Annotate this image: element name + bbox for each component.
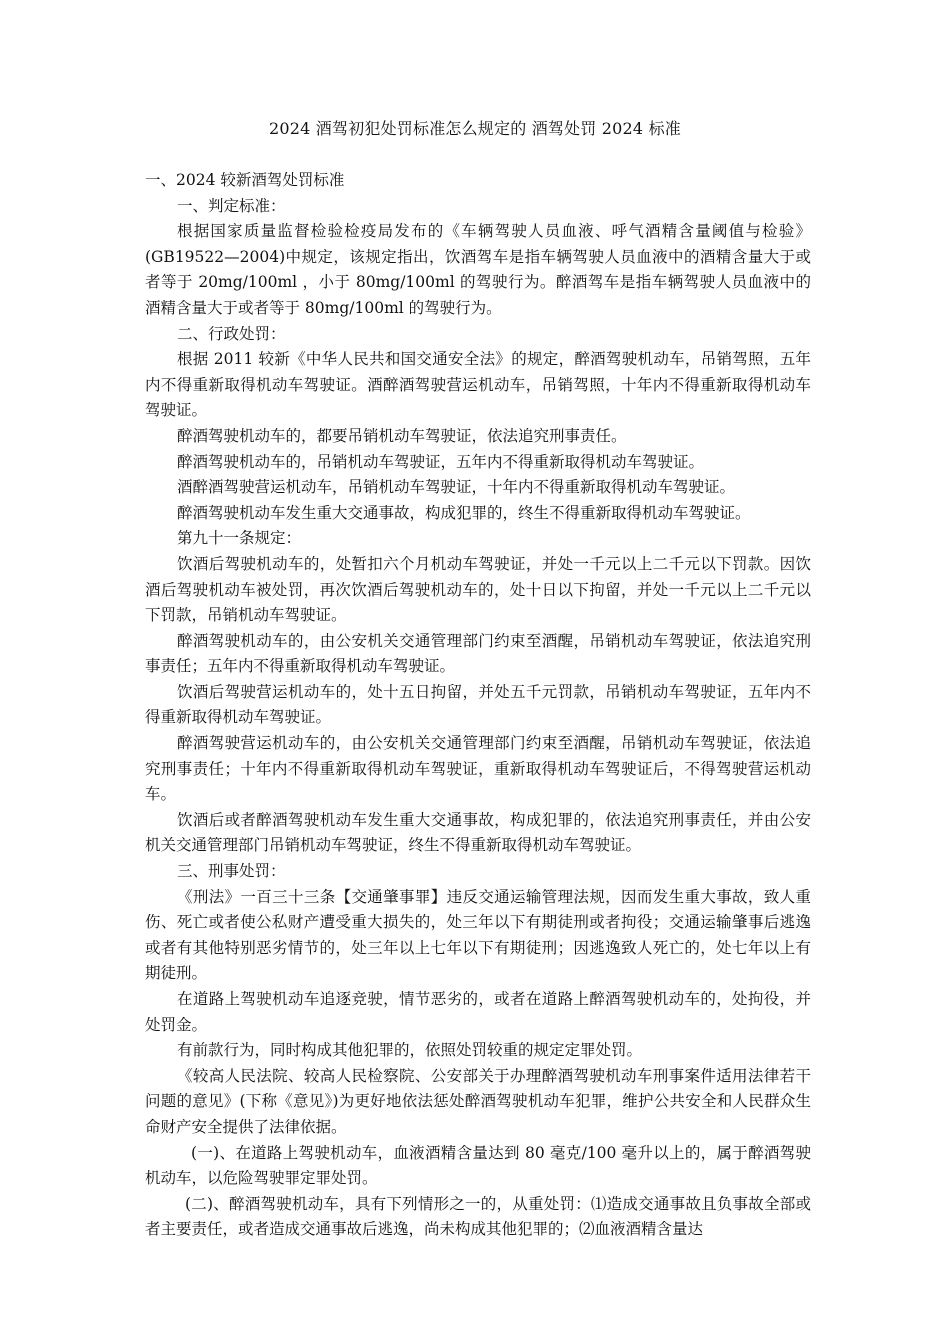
paragraph: (二)、醉酒驾驶机动车，具有下列情形之一的，从重处罚：⑴造成交通事故且负事故全部或者主要责任，或者造成交通事故后逃逸，尚未构成其他犯罪的；⑵血液酒精含量达	[145, 1194, 811, 1239]
paragraph: 一、判定标准：	[177, 196, 286, 215]
paragraph: 《较高人民法院、较高人民检察院、公安部关于办理醉酒驾驶机动车刑事案件适用法律若干问题的意见》(下称《意见》)为更好地依法惩处醉酒驾驶机动车犯罪，维护公共安全和人民群众生命财产安全提供了法律依据。	[145, 1066, 811, 1136]
paragraph: 《刑法》一百三十三条【交通肇事罪】违反交通运输管理法规，因而发生重大事故，致人重伤、死亡或者使公私财产遭受重大损失的，处三年以下有期徒刑或者拘役；交通运输肇事后逃逸或者有其他特别恶劣情节的，处三年以上七年以下有期徒刑；因逃逸致人死亡的，处七年以上有期徒刑。	[145, 887, 811, 983]
paragraph: 醉酒驾驶机动车的，都要吊销机动车驾驶证，依法追究刑事责任。	[177, 426, 627, 445]
document-title: 2024 酒驾初犯处罚标准怎么规定的 酒驾处罚 2024 标准	[269, 119, 681, 138]
paragraph: 酒醉酒驾驶营运机动车，吊销机动车驾驶证，十年内不得重新取得机动车驾驶证。	[177, 478, 736, 497]
paragraph: 醉酒驾驶机动车的，吊销机动车驾驶证，五年内不得重新取得机动车驾驶证。	[177, 452, 705, 471]
paragraph: 二、行政处罚：	[177, 324, 286, 343]
document-body	[145, 168, 811, 1243]
paragraph: 饮酒后或者醉酒驾驶机动车发生重大交通事故，构成犯罪的，依法追究刑事责任，并由公安机关交通管理部门吊销机动车驾驶证，终生不得重新取得机动车驾驶证。	[145, 810, 811, 855]
paragraph: 第九十一条规定：	[177, 529, 302, 548]
paragraph: 有前款行为，同时构成其他犯罪的，依照处罚较重的规定定罪处罚。	[177, 1041, 643, 1060]
paragraph: 饮酒后驾驶机动车的，处暂扣六个月机动车驾驶证，并处一千元以上二千元以下罚款。因饮酒后驾驶机动车被处罚，再次饮酒后驾驶机动车的，处十日以下拘留，并处一千元以上二千元以下罚款，吊销机动车驾驶证。	[145, 554, 811, 625]
paragraph: 饮酒后驾驶营运机动车的，处十五日拘留，并处五千元罚款，吊销机动车驾驶证，五年内不得重新取得机动车驾驶证。	[145, 682, 811, 727]
paragraph: 根据国家质量监督检验检疫局发布的《车辆驾驶人员血液、呼气酒精含量阈值与检验》(GB19522—2004)中规定，该规定指出，饮酒驾车是指车辆驾驶人员血液中的酒精含量大于或者等于 20mg/100ml ，小于 80mg/100ml 的驾驶行为。醉酒驾车是指车辆驾驶人员血液中的酒精含量大于或者等于 80mg/100ml 的驾驶行为。	[145, 222, 811, 317]
paragraph: 三、刑事处罚：	[177, 862, 286, 881]
paragraph: (一)、在道路上驾驶机动车，血液酒精含量达到 80 毫克/100 毫升以上的，属于醉酒驾驶机动车，以危险驾驶罪定罪处罚。	[145, 1143, 811, 1188]
paragraph: 醉酒驾驶机动车发生重大交通事故，构成犯罪的，终生不得重新取得机动车驾驶证。	[177, 503, 751, 522]
section-heading: 一、2024 较新酒驾处罚标准	[145, 171, 345, 189]
paragraph: 在道路上驾驶机动车追逐竞驶，情节恶劣的，或者在道路上醉酒驾驶机动车的，处拘役，并处罚金。	[145, 990, 811, 1034]
paragraph: 醉酒驾驶营运机动车的，由公安机关交通管理部门约束至酒醒，吊销机动车驾驶证，依法追究刑事责任；十年内不得重新取得机动车驾驶证，重新取得机动车驾驶证后，不得驾驶营运机动车。	[145, 734, 811, 804]
paragraph: 醉酒驾驶机动车的，由公安机关交通管理部门约束至酒醒，吊销机动车驾驶证，依法追究刑事责任；五年内不得重新取得机动车驾驶证。	[145, 631, 811, 676]
paragraph: 根据 2011 较新《中华人民共和国交通安全法》的规定，醉酒驾驶机动车，吊销驾照，五年内不得重新取得机动车驾驶证。酒醉酒驾驶营运机动车，吊销驾照，十年内不得重新取得机动车驾驶证。	[145, 350, 811, 420]
